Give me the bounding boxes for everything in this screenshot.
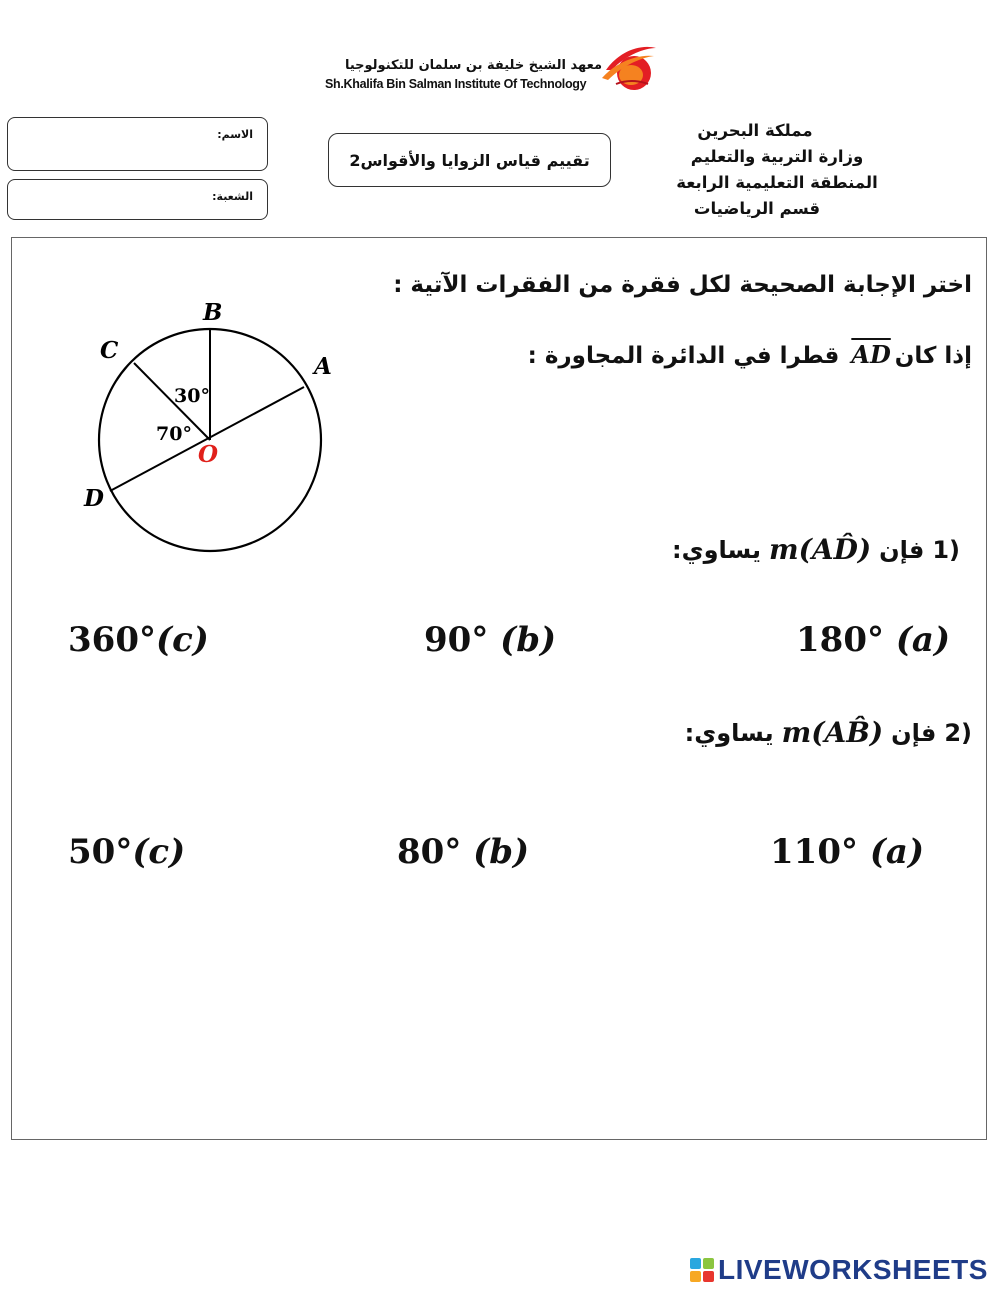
angle-label-cod: 70° [156,423,192,445]
given-suffix: قطرا في الدائرة المجاورة : [527,343,848,369]
ministry-header [640,118,910,222]
choice-value: 90° [424,620,489,660]
point-label-a: A [314,353,332,380]
choice-b[interactable] [424,620,556,660]
point-label-d: D [84,485,104,512]
name-field[interactable] [7,117,268,171]
liveworksheets-brand[interactable] [690,1254,988,1286]
choice-a[interactable] [770,832,924,872]
choice-letter: (b) [473,832,530,872]
choice-b[interactable] [397,832,529,872]
choice-letter: (c) [132,832,186,872]
choice-value: 50° [68,832,133,872]
worksheet-title-text: تقييم قياس الزوايا والأقواس2 [349,150,590,170]
choice-value: 80° [397,832,462,872]
choice-value: 360° [68,620,156,660]
circle-diagram [70,290,360,570]
question-suffix: يساوي: [684,718,774,747]
section-field[interactable] [7,179,268,220]
choice-c[interactable] [68,620,209,660]
logo-square [690,1258,701,1269]
logo-square [690,1271,701,1282]
choice-letter: (c) [155,620,209,660]
ministry-line: وزارة التربية والتعليم [690,147,864,166]
choice-value: 110° [770,832,858,872]
liveworksheets-logo-icon [690,1258,714,1282]
arc-measure: m(AD̂) [768,533,872,566]
choice-c[interactable] [68,832,185,872]
worksheet-title [328,133,611,187]
center-label-o: O [198,441,219,468]
institute-name-english: Sh.Khalifa Bin Salman Institute Of Technology [325,77,587,91]
logo-square [703,1258,714,1269]
ministry-line: مملكة البحرين [697,121,813,140]
ministry-line: قسم الرياضيات [693,199,821,218]
arc-measure: m(AB̂) [781,716,884,749]
institute-logo-icon [598,40,660,96]
question-number: 1) [932,535,960,564]
choice-letter: (a) [869,832,925,872]
angle-label-boc: 30° [174,385,210,407]
point-label-c: C [100,337,119,364]
ministry-line: المنطقة التعليمية الرابعة [676,173,878,192]
question-1 [672,533,960,566]
section-label: الشعبة: [212,190,253,203]
institute-name-arabic: معهد الشيخ خليفة بن سلمان للتكنولوجيا [344,58,602,73]
choice-letter: (a) [895,620,951,660]
question-prefix: فإن [879,535,925,564]
diameter-segment: $\overline{AD}$ [851,340,891,369]
name-label: الاسم: [217,128,253,141]
liveworksheets-text: LIVEWORKSHEETS [718,1254,988,1285]
given-prefix: إذا كان [894,343,972,369]
choice-a[interactable] [796,620,950,660]
instruction-text: اختر الإجابة الصحيحة لكل فقرة من الفقرات الآتية : [393,272,972,298]
given-statement [528,340,972,369]
question-number: 2) [944,718,972,747]
choice-letter: (b) [500,620,557,660]
logo-square [703,1271,714,1282]
point-label-b: B [203,299,223,326]
choice-value: 180° [796,620,884,660]
question-prefix: فإن [891,718,937,747]
question-2 [685,716,972,749]
question-suffix: يساوي: [672,535,761,564]
